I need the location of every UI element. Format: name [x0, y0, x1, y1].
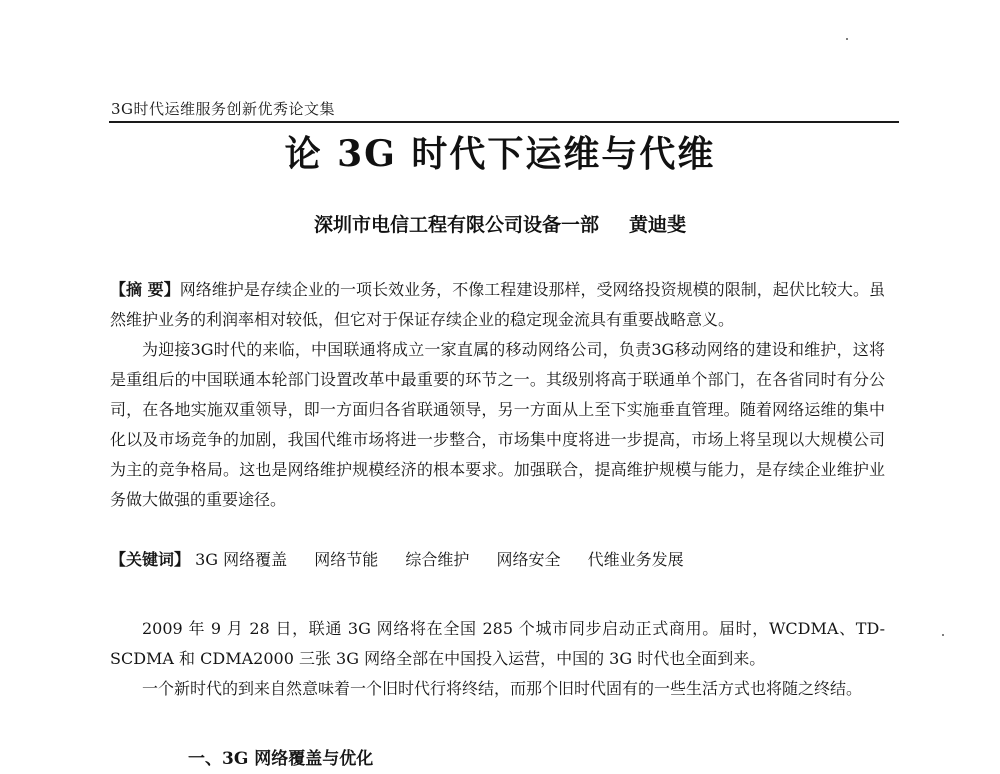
scan-speck [942, 634, 944, 636]
keyword-item: 3G 网络覆盖 [195, 550, 288, 569]
keywords-label: 【关键词】 [110, 550, 191, 569]
abstract-label: 【摘 要】 [110, 280, 180, 299]
running-header: 3G时代运维服务创新优秀论文集 [111, 100, 336, 118]
section-heading: 一、3G 网络覆盖与优化 [188, 749, 374, 769]
affiliation: 深圳市电信工程有限公司设备一部 [313, 214, 599, 236]
abstract-paragraph-2: 为迎接3G时代的来临，中国联通将成立一家直属的移动网络公司，负责3G移动网络的建设和维护，这将是重组后的中国联通本轮部门设置改革中最重要的环节之一。其级别将高于联通单个部门，在各省同时有分公司，在各地实施双重领导，即一方面归各省联通领导，另一方面从上至下实施垂直管理。随着网络运维的集中化以及市场竞争的加剧，我国代维市场将进一步整合，市场集中度将进一步提高，市场上将呈现以大规模公司为主的竞争格局。这也是网络维护规模经济的根本要求。加强联合，提高维护规模与能力，是存续企业维护业务做大做强的重要途径。 [110, 340, 885, 509]
abstract-paragraph [110, 275, 885, 335]
keyword-item: 网络节能 [314, 550, 379, 569]
author-name: 黄迪斐 [629, 214, 687, 236]
keyword-item: 综合维护 [405, 550, 470, 569]
body-paragraph: 一个新时代的到来自然意味着一个旧时代行将终结，而那个旧时代固有的一些生活方式也将随之终结。 [142, 679, 863, 698]
abstract-text: 网络维护是存续企业的一项长效业务，不像工程建设那样，受网络投资规模的限制，起伏比较大。虽然维护业务的利润率相对较低，但它对于保证存续企业的稳定现金流具有重要战略意义。 [110, 280, 885, 329]
keyword-item: 网络安全 [496, 550, 561, 569]
body-text [110, 614, 885, 704]
keyword-item: 代维业务发展 [587, 550, 684, 569]
body-paragraph: 2009 年 9 月 28 日，联通 3G 网络将在全国 285 个城市同步启动正式商用。届时，WCDMA、TD-SCDMA 和 CDMA2000 三张 3G 网络全部在中国投入运营，中国的 3G 时代也全面到来。 [110, 619, 885, 668]
abstract [110, 275, 885, 515]
header-rule [109, 121, 899, 123]
keywords-line [110, 545, 885, 575]
byline [0, 210, 1000, 237]
article-title: 论 3G 时代下运维与代维 [284, 133, 716, 175]
scan-speck [846, 38, 848, 40]
